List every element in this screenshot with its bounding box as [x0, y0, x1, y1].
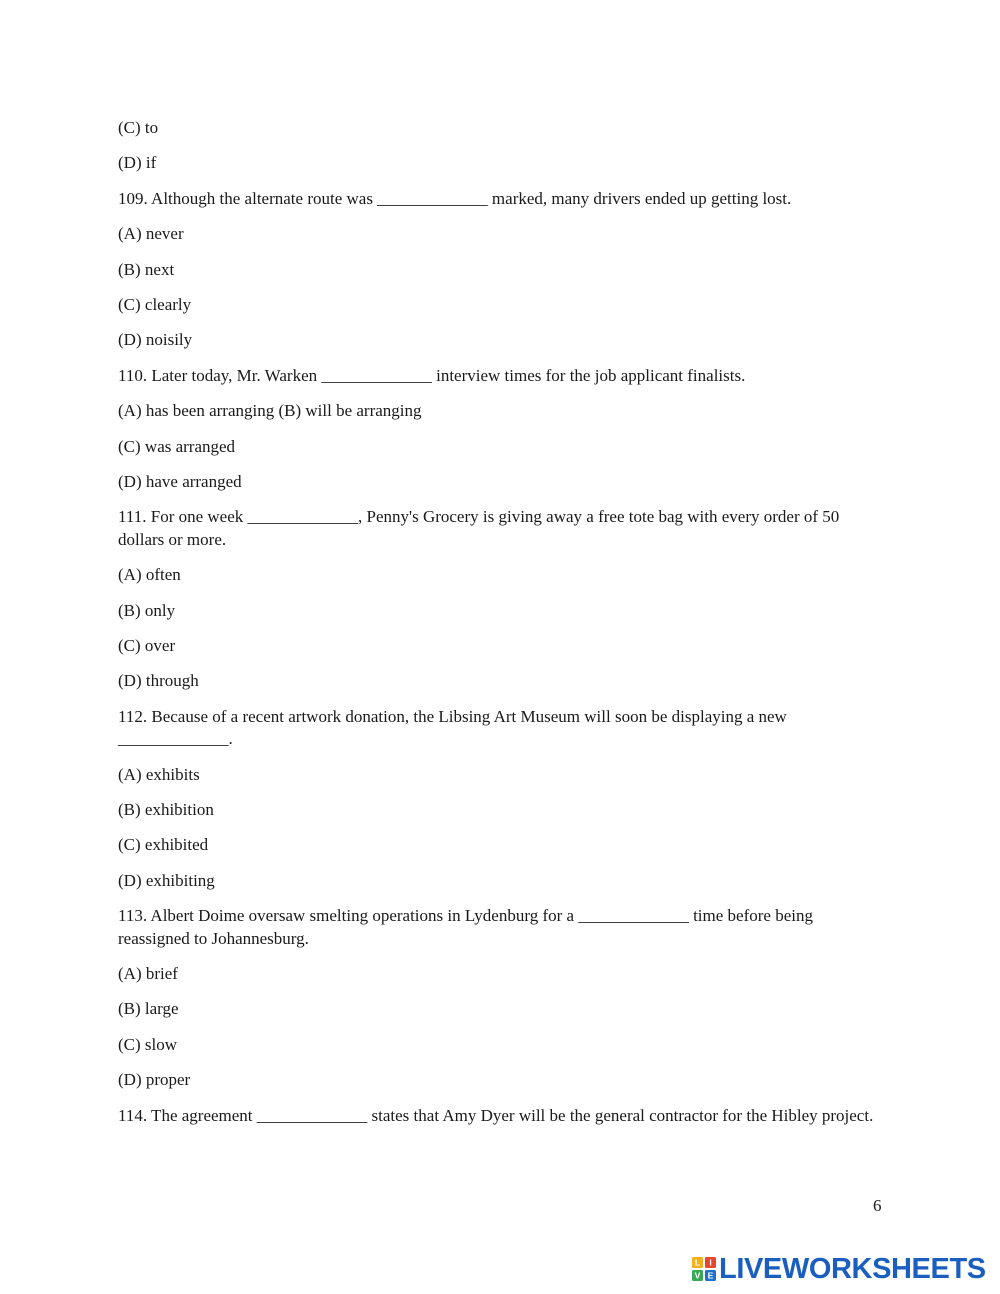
option-b-113: (B) large — [118, 999, 179, 1019]
logo-letter-4: E — [707, 1270, 714, 1281]
option-a-113: (A) brief — [118, 964, 178, 984]
page-number: 6 — [873, 1196, 882, 1215]
liveworksheets-logo-icon — [692, 1257, 716, 1281]
option-d-112: (D) exhibiting — [118, 870, 215, 890]
logo-letter-1: L — [694, 1257, 701, 1268]
logo-letter-2: I — [709, 1257, 712, 1268]
liveworksheets-wordmark: LIVEWORKSHEETS — [719, 1253, 986, 1285]
question-112: 112. Because of a recent artwork donation, the Libsing Art Museum will soon be displaying a new _____________. — [118, 706, 787, 749]
question-109: 109. Although the alternate route was _____________ marked, many drivers ended up getting lost. — [118, 188, 792, 208]
option-c-109: (C) clearly — [118, 294, 192, 314]
option-c-108: (C) to — [118, 118, 159, 137]
question-113: 113. Albert Doime oversaw smelting operations in Lydenburg for a _____________ time before being reassigned to Johannesburg. — [118, 906, 813, 948]
option-c-111: (C) over — [118, 635, 176, 655]
option-b-111: (B) only — [118, 600, 176, 620]
worksheet-content — [118, 117, 888, 1140]
question-110: 110. Later today, Mr. Warken _____________ interview times for the job applicant finalists. — [118, 365, 746, 385]
logo-letter-3: V — [694, 1270, 701, 1281]
option-b-109: (B) next — [118, 259, 175, 279]
question-114: 114. The agreement _____________ states that Amy Dyer will be the general contractor for the Hibley project. — [118, 1105, 874, 1125]
question-111: 111. For one week _____________, Penny's Grocery is giving away a free tote bag with every order of 50 dollars or more. — [118, 507, 840, 549]
options-a-b-110: (A) has been arranging (B) will be arranging — [118, 401, 422, 421]
option-c-112: (C) exhibited — [118, 835, 209, 855]
option-d-109: (D) noisily — [118, 330, 193, 350]
option-d-108: (D) if — [118, 153, 157, 173]
option-c-113: (C) slow — [118, 1034, 178, 1054]
option-b-112: (B) exhibition — [118, 800, 214, 820]
option-a-112: (A) exhibits — [118, 764, 200, 784]
option-d-110: (D) have arranged — [118, 471, 242, 491]
option-d-111: (D) through — [118, 671, 199, 691]
option-a-111: (A) often — [118, 565, 181, 585]
option-c-110: (C) was arranged — [118, 436, 236, 456]
liveworksheets-brand[interactable] — [692, 1254, 986, 1284]
option-d-113: (D) proper — [118, 1070, 191, 1090]
option-a-109: (A) never — [118, 224, 184, 244]
